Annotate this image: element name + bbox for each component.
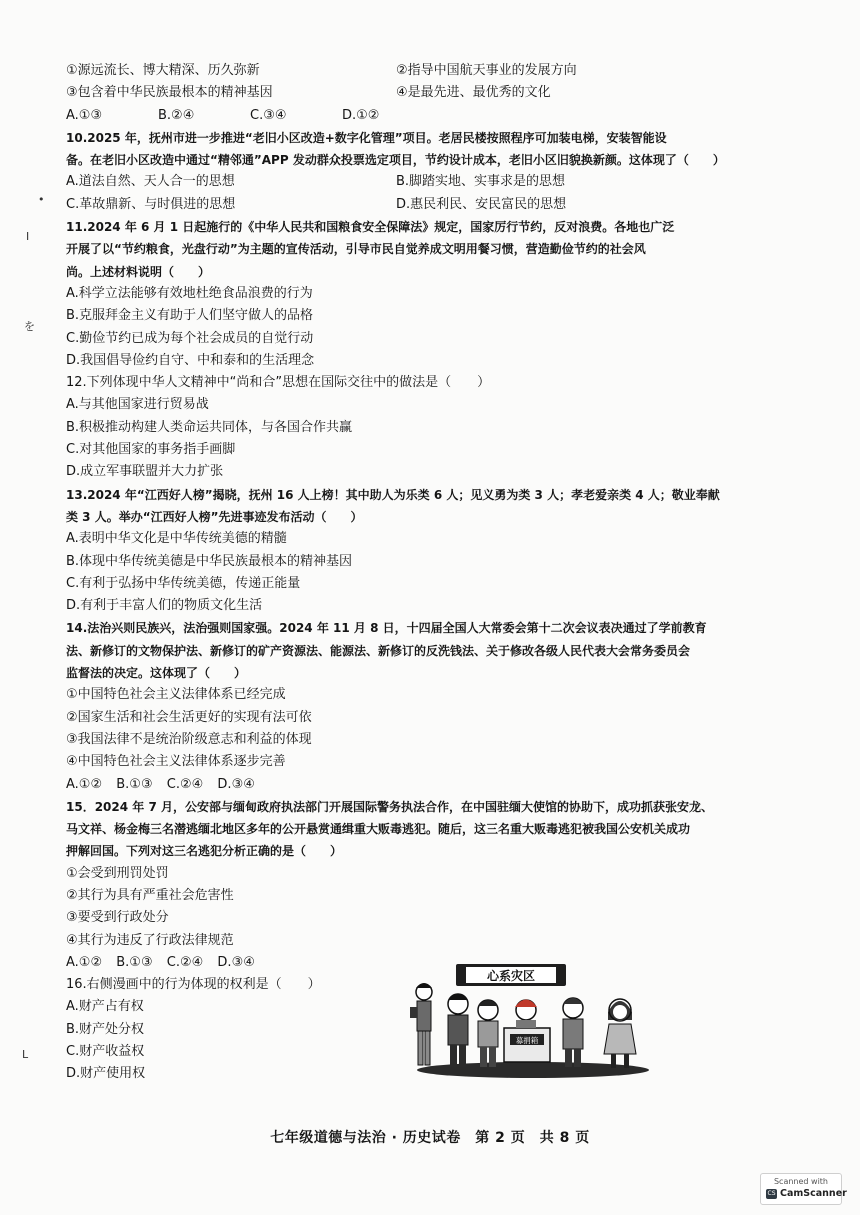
q9-options-row2 xyxy=(66,82,836,104)
q14-item-2: ②国家生活和社会生活更好的实现有法可依 xyxy=(66,709,312,725)
q12-option-a: A.与其他国家进行贸易战 xyxy=(66,397,209,413)
scanner-line1: Scanned with xyxy=(773,1177,829,1186)
q9-option-4: ④是最先进、最优秀的文化 xyxy=(396,85,551,101)
cartoon-person-2 xyxy=(448,994,468,1067)
q14-choice-c: C.②④ xyxy=(166,776,204,792)
cartoon-box-label: 募捐箱 xyxy=(515,1036,539,1046)
q12-option-b: B.积极推动构建人类命运共同体，与各国合作共赢 xyxy=(66,419,353,435)
q12-option-d: D.成立军事联盟并大力扩张 xyxy=(66,464,224,480)
q10-option-d: D.惠民利民、安民富民的思想 xyxy=(396,196,567,212)
q11-option-b: B.克服拜金主义有助于人们坚守做人的品格 xyxy=(66,308,314,324)
q10-option-b: B.脚踏实地、实事求是的思想 xyxy=(396,174,566,190)
q14-item-3: ③我国法律不是统治阶级意志和利益的体现 xyxy=(66,731,312,747)
q15-stem-line: 15．2024 年 7 月，公安部与缅甸政府执法部门开展国际警务执法合作，在中国驻缅大使馆的协助下，成功抓获张安龙、 xyxy=(66,799,713,814)
donation-cartoon xyxy=(408,962,654,1082)
q10-option-a: A.道法自然、天人合一的思想 xyxy=(66,174,235,190)
cartoon-person-right xyxy=(604,999,636,1068)
q9-option-2: ②指导中国航天事业的发展方向 xyxy=(396,63,577,78)
margin-mark: • xyxy=(38,193,45,206)
cartoon-person-center xyxy=(515,1000,537,1029)
q14-choice-a: A.①② xyxy=(66,776,103,792)
q14-choices xyxy=(66,774,836,796)
margin-mark: L xyxy=(22,1048,29,1061)
q11-option-a: A.科学立法能够有效地杜绝食品浪费的行为 xyxy=(66,285,313,301)
cartoon-person-5 xyxy=(563,998,583,1067)
q16-block xyxy=(66,969,836,1085)
q10-options-row2 xyxy=(66,194,836,216)
q14-choice-d: D.③④ xyxy=(217,776,255,792)
q10-option-c: C.革故鼎新、与时俱进的思想 xyxy=(66,196,236,212)
q14-stem-line: 监督法的决定。这体现了（ ） xyxy=(66,666,247,681)
q9-choice-d: D.①② xyxy=(342,107,380,123)
q11-stem-line: 11.2024 年 6 月 1 日起施行的《中华人民共和国粮食安全保障法》规定，国家厉行节约，反对浪费。各地也广泛 xyxy=(66,220,675,235)
cartoon-person-left xyxy=(410,983,432,1065)
q9-choice-c: C.③④ xyxy=(250,107,287,123)
q11-option-d: D.我国倡导俭约自守、中和泰和的生活理念 xyxy=(66,352,315,368)
q15-item-4: ④其行为违反了行政法律规范 xyxy=(66,932,234,948)
q15-choice-a: A.①② xyxy=(66,954,103,970)
q11-stem-line: 尚。上述材料说明（ ） xyxy=(66,264,211,279)
cartoon-person-3 xyxy=(478,1000,498,1067)
cartoon-donation-box xyxy=(504,1028,550,1062)
q14-item-4: ④中国特色社会主义法律体系逐步完善 xyxy=(66,754,286,770)
q16-option-d: D.财产使用权 xyxy=(66,1066,146,1082)
q16-option-a: A.财产占有权 xyxy=(66,999,144,1015)
q9-option-3: ③包含着中华民族最根本的精神基因 xyxy=(66,85,273,101)
question-content xyxy=(66,60,836,1086)
q14-stem-line: 法、新修订的文物保护法、新修订的矿产资源法、能源法、新修订的反洗钱法、关于修改各级人民代表大会常务委员会 xyxy=(66,643,691,658)
q9-choice-a: A.①③ xyxy=(66,107,103,123)
q15-choice-b: B.①③ xyxy=(116,954,153,970)
q11-stem-line: 开展了以“节约粮食，光盘行动”为主题的宣传活动，引导市民自觉养成文明用餐习惯，营造勤俭节约的社会风 xyxy=(66,242,646,257)
margin-mark: を xyxy=(24,320,35,333)
q16-stem: 16.右侧漫画中的行为体现的权利是（ ） xyxy=(66,977,321,993)
q13-option-c: C.有利于弘扬中华传统美德，传递正能量 xyxy=(66,575,301,591)
q11-option-c: C.勤俭节约已成为每个社会成员的自觉行动 xyxy=(66,330,314,346)
q13-option-d: D.有利于丰富人们的物质文化生活 xyxy=(66,598,263,614)
camscanner-watermark xyxy=(760,1173,847,1205)
camscanner-logo-icon: CS xyxy=(767,1190,776,1197)
q15-choice-c: C.②④ xyxy=(166,954,204,970)
q10-stem-line: 10.2025 年，抚州市进一步推进“老旧小区改造+数字化管理”项目。老居民楼按照程序可加装电梯，安装智能设 xyxy=(66,130,667,145)
q15-choice-d: D.③④ xyxy=(217,954,255,970)
q16-option-b: B.财产处分权 xyxy=(66,1021,145,1037)
q12-option-c: C.对其他国家的事务指手画脚 xyxy=(66,442,236,458)
q14-item-1: ①中国特色社会主义法律体系已经完成 xyxy=(66,687,286,703)
scanner-line2: CamScanner xyxy=(780,1188,847,1199)
q15-item-1: ①会受到刑罚处罚 xyxy=(66,865,169,881)
q13-option-b: B.体现中华传统美德是中华民族最根本的精神基因 xyxy=(66,553,353,569)
q13-stem-line: 类 3 人。举办“江西好人榜”先进事迹发布活动（ ） xyxy=(66,509,363,524)
q10-options-row1 xyxy=(66,171,836,193)
q14-stem-line: 14.法治兴则民族兴，法治强则国家强。2024 年 11 月 8 日，十四届全国人大常委会第十二次会议表决通过了学前教育 xyxy=(66,621,707,636)
q9-options-row1 xyxy=(66,60,836,82)
q13-stem-line: 13.2024 年“江西好人榜”揭晓，抚州 16 人上榜！其中助人为乐类 6 人；见义勇为类 3 人；孝老爱亲类 4 人；敬业奉献 xyxy=(66,487,720,502)
page-footer: 七年级道德与法治 · 历史试卷 第 2 页 共 8 页 xyxy=(270,1130,590,1146)
q9-option-1: ①源远流长、博大精深、历久弥新 xyxy=(66,63,260,78)
q15-stem-line: 押解回国。下列对这三名逃犯分析正确的是（ ） xyxy=(66,844,343,859)
q12-stem: 12.下列体现中华人文精神中“尚和合”思想在国际交往中的做法是（ ） xyxy=(66,375,491,391)
margin-mark: I xyxy=(26,230,30,243)
q15-item-2: ②其行为具有严重社会危害性 xyxy=(66,887,234,903)
cartoon-title: 心系灾区 xyxy=(486,969,536,984)
q13-option-a: A.表明中华文化是中华传统美德的精髓 xyxy=(66,531,287,547)
q9-choice-b: B.②④ xyxy=(158,107,195,123)
q16-option-c: C.财产收益权 xyxy=(66,1044,145,1060)
q15-stem-line: 马文祥、杨金梅三名潜逃缅北地区多年的公开悬赏通缉重大贩毒逃犯。随后，这三名重大贩毒逃犯被我国公安机关成功 xyxy=(66,822,691,837)
q9-choices xyxy=(66,105,836,127)
q10-stem-line: 备。在老旧小区改造中通过“精邻通”APP 发动群众投票选定项目，节约设计成本，老旧小区旧貌换新颜。这体现了（ ） xyxy=(66,153,725,168)
q14-choice-b: B.①③ xyxy=(116,776,153,792)
q15-item-3: ③要受到行政处分 xyxy=(66,910,169,926)
